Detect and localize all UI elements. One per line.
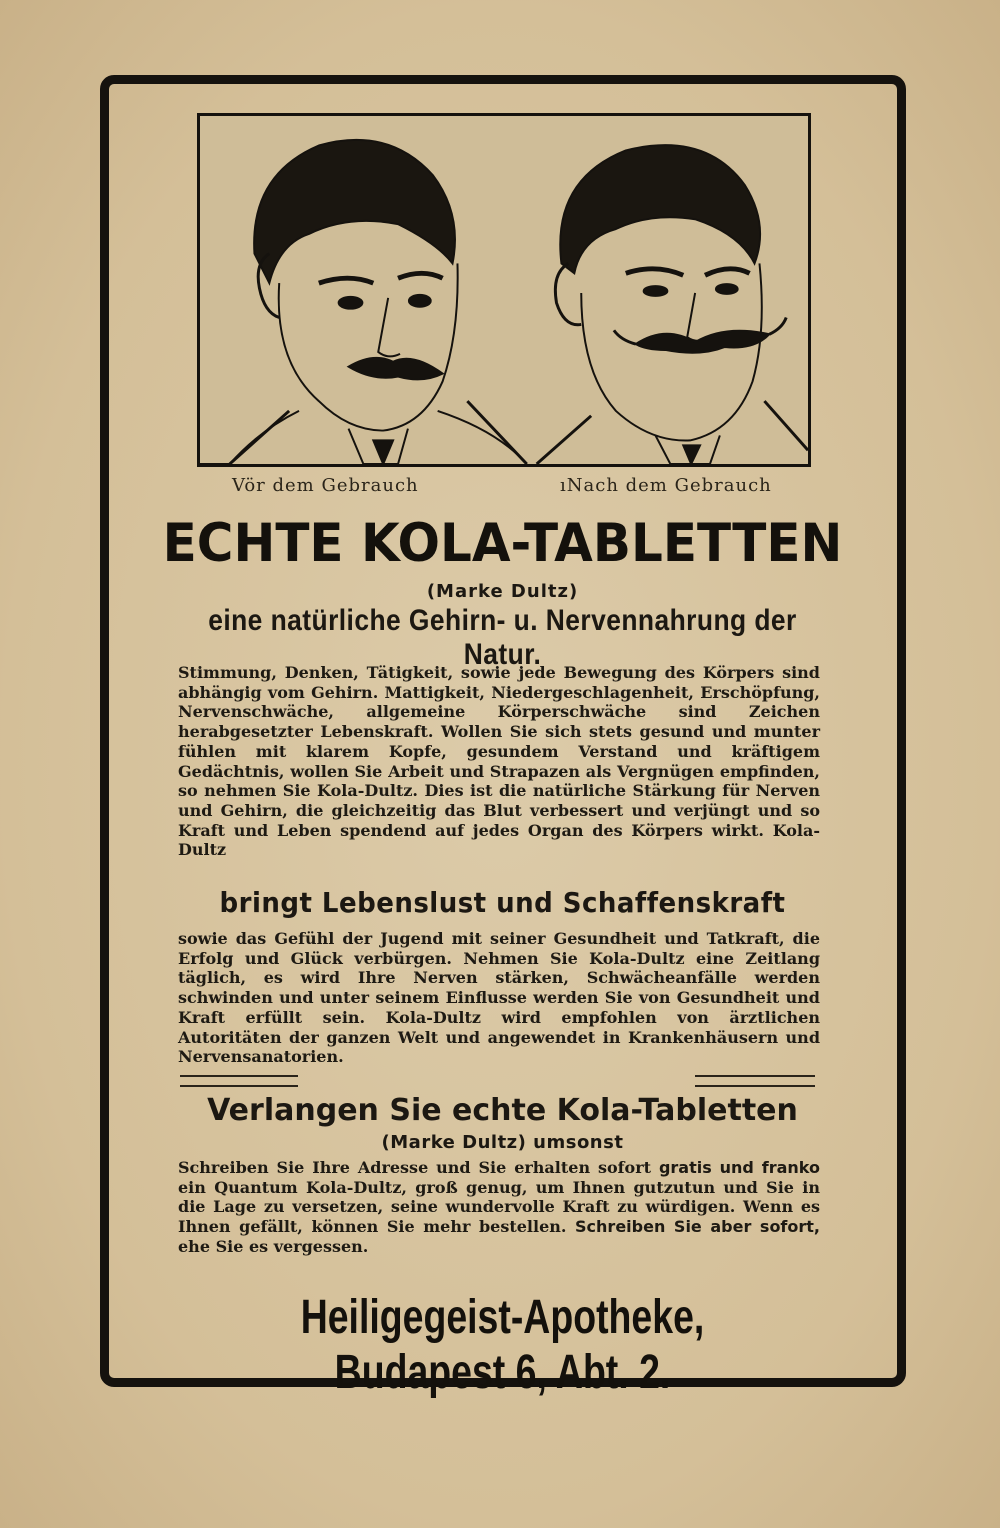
caption-before-use: Vör dem Gebrauch [232, 475, 419, 496]
paragraph-benefits: Stimmung, Denken, Tätigkeit, sowie jede Bewegung des Körpers sind abhängig vom Gehirn. Mattigkeit, Niedergeschlagenheit, Erschöpfung, Nervenschwäche, allgemeine Körperschwäche sind Zeichen herabgesetzter Lebenskraft. Wollen Sie sich stets gesund und munter fühlen mit klarem Kopfe, gesundem Verstand und kräftigem Gedächtnis, wollen Sie Arbeit und Strapazen als Vergnügen empfinden, so nehmen Sie Kola-Dultz. Dies ist die natürliche Stärkung für Nerven und Gehirn, die gleichzeitig das Blut verbessert und verjüngt und so Kraft und Leben spendend auf jedes Organ des Körpers wirkt. Kola-Dultz [178, 663, 820, 860]
portrait-after [537, 145, 808, 464]
brand-label: (Marke Dultz) [426, 581, 579, 602]
pharmacy-address: Heiligegeist-Apotheke, Budapest 6, Abt. 2. [300, 1291, 705, 1399]
call-to-action-heading: Verlangen Sie echte Kola-Tabletten [207, 1093, 798, 1128]
decorative-rule-right [695, 1075, 815, 1087]
slogan: bringt Lebenslust und Schaffenskraft [219, 886, 786, 919]
offer-free-shipping: gratis und franko [658, 1158, 820, 1177]
caption-after-use: ıNach dem Gebrauch [560, 475, 772, 496]
product-subtitle: eine natürliche Gehirn- u. Nervennahrung der Natur. [208, 604, 797, 671]
offer-text-3: ehe Sie es vergessen. [178, 1236, 369, 1256]
paragraph-recommendation: sowie das Gefühl der Jugend mit seiner Gesundheit und Tatkraft, die Erfolg und Glück verbürgen. Nehmen Sie Kola-Dultz eine Zeitlang täglich, es wird Ihre Nerven stärken, Schwächeanfälle werden schwinden und unter seinem Einflusse werden Sie von Gesundheit und Kraft erfüllt sein. Kola-Dultz wird empfohlen von ärztlichen Autoritäten der ganzen Welt und angewendet in Krankenhäusern und Nervensanatorien. [178, 929, 820, 1067]
before-after-portraits [197, 113, 811, 467]
offer-write-now: Schreiben Sie aber sofort, [575, 1217, 820, 1237]
offer-text-2: ein Quantum Kola-Dultz, groß genug, um Ihnen gutzutun und Sie in die Lage zu versetzen, seine wundervolle Kraft zu würdigen. Wenn es Ihnen gefällt, können Sie mehr bestellen. [178, 1177, 820, 1237]
product-headline: ECHTE KOLA-TABLETTEN [162, 512, 843, 574]
portrait-before [200, 140, 527, 464]
call-to-action-subheading: (Marke Dultz) umsonst [381, 1132, 624, 1153]
decorative-rule-left [180, 1075, 298, 1087]
paragraph-offer [178, 1158, 820, 1257]
offer-text-1: Schreiben Sie Ihre Adresse und Sie erhalten sofort [178, 1158, 659, 1177]
